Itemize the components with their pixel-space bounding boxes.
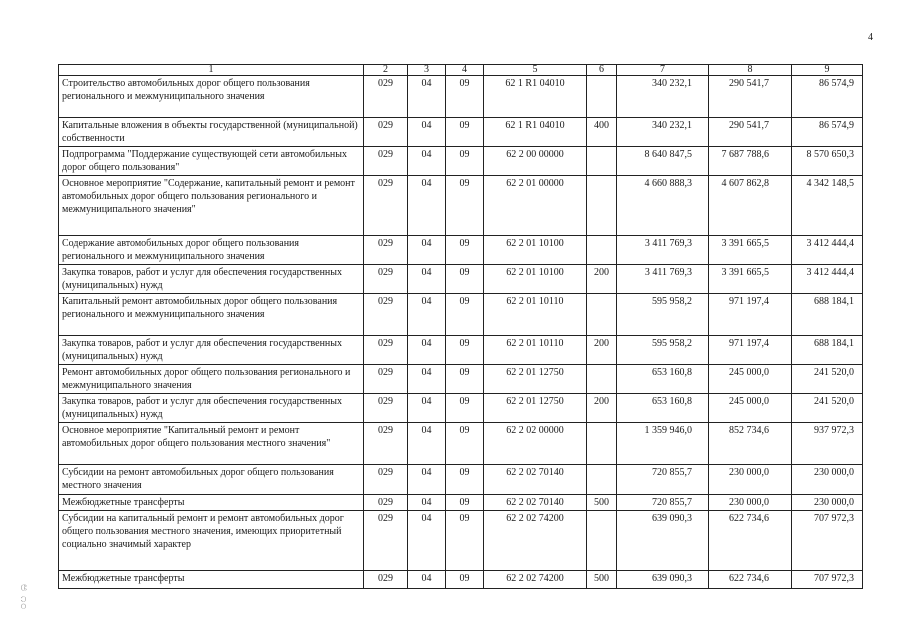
table-row bbox=[59, 465, 863, 495]
amount-year1-cell: 653 160,8 bbox=[617, 365, 709, 394]
amount-year2-cell: 230 000,0 bbox=[709, 465, 792, 495]
row-name-cell: Подпрограмма "Поддержание существующей сети автомобильных дорог общего пользования" bbox=[59, 147, 364, 176]
subsection-cell: 09 bbox=[446, 118, 484, 147]
expense-type-cell bbox=[587, 236, 617, 265]
amount-year2-cell: 3 391 665,5 bbox=[709, 236, 792, 265]
amount-year1-cell: 8 640 847,5 bbox=[617, 147, 709, 176]
amount-year3-cell: 688 184,1 bbox=[792, 336, 863, 365]
grbs-code-cell: 029 bbox=[364, 236, 408, 265]
grbs-code-cell: 029 bbox=[364, 294, 408, 336]
target-article-cell: 62 2 01 10100 bbox=[484, 236, 587, 265]
target-article-cell: 62 2 01 12750 bbox=[484, 365, 587, 394]
expense-type-cell bbox=[587, 423, 617, 465]
amount-year3-cell: 3 412 444,4 bbox=[792, 236, 863, 265]
amount-year3-cell: 4 342 148,5 bbox=[792, 176, 863, 236]
table-row bbox=[59, 294, 863, 336]
expense-type-cell: 200 bbox=[587, 336, 617, 365]
amount-year3-cell: 230 000,0 bbox=[792, 495, 863, 511]
row-name-cell: Субсидии на ремонт автомобильных дорог общего пользования местного значения bbox=[59, 465, 364, 495]
table-row bbox=[59, 118, 863, 147]
expense-type-cell bbox=[587, 147, 617, 176]
amount-year1-cell: 595 958,2 bbox=[617, 336, 709, 365]
table-row bbox=[59, 176, 863, 236]
section-cell: 04 bbox=[408, 465, 446, 495]
target-article-cell: 62 1 R1 04010 bbox=[484, 118, 587, 147]
expense-type-cell: 500 bbox=[587, 495, 617, 511]
target-article-cell: 62 2 01 00000 bbox=[484, 176, 587, 236]
amount-year1-cell: 340 232,1 bbox=[617, 76, 709, 118]
subsection-cell: 09 bbox=[446, 294, 484, 336]
amount-year3-cell: 688 184,1 bbox=[792, 294, 863, 336]
table-row bbox=[59, 365, 863, 394]
amount-year3-cell: 86 574,9 bbox=[792, 76, 863, 118]
section-cell: 04 bbox=[408, 176, 446, 236]
table-row bbox=[59, 147, 863, 176]
amount-year1-cell: 639 090,3 bbox=[617, 511, 709, 571]
target-article-cell: 62 2 01 12750 bbox=[484, 394, 587, 423]
header-cell: 4 bbox=[446, 65, 484, 76]
amount-year2-cell: 622 734,6 bbox=[709, 571, 792, 589]
amount-year3-cell: 230 000,0 bbox=[792, 465, 863, 495]
row-name-cell: Межбюджетные трансферты bbox=[59, 571, 364, 589]
amount-year1-cell: 720 855,7 bbox=[617, 465, 709, 495]
table-row bbox=[59, 394, 863, 423]
margin-stamp-mark: ಅ ೧೦ bbox=[18, 584, 30, 611]
grbs-code-cell: 029 bbox=[364, 465, 408, 495]
row-name-cell: Капитальные вложения в объекты государственной (муниципальной) собственности bbox=[59, 118, 364, 147]
target-article-cell: 62 2 02 00000 bbox=[484, 423, 587, 465]
amount-year2-cell: 245 000,0 bbox=[709, 365, 792, 394]
section-cell: 04 bbox=[408, 147, 446, 176]
section-cell: 04 bbox=[408, 495, 446, 511]
header-cell: 9 bbox=[792, 65, 863, 76]
section-cell: 04 bbox=[408, 511, 446, 571]
row-name-cell: Субсидии на капитальный ремонт и ремонт автомобильных дорог общего пользования местного значения, имеющих приоритетный социально значимый характер bbox=[59, 511, 364, 571]
amount-year3-cell: 241 520,0 bbox=[792, 365, 863, 394]
amount-year2-cell: 245 000,0 bbox=[709, 394, 792, 423]
amount-year1-cell: 3 411 769,3 bbox=[617, 236, 709, 265]
amount-year3-cell: 241 520,0 bbox=[792, 394, 863, 423]
table-row bbox=[59, 76, 863, 118]
amount-year2-cell: 290 541,7 bbox=[709, 76, 792, 118]
amount-year1-cell: 639 090,3 bbox=[617, 571, 709, 589]
row-name-cell: Содержание автомобильных дорог общего пользования регионального и межмуниципального значения bbox=[59, 236, 364, 265]
section-cell: 04 bbox=[408, 365, 446, 394]
section-cell: 04 bbox=[408, 394, 446, 423]
header-cell: 8 bbox=[709, 65, 792, 76]
amount-year2-cell: 4 607 862,8 bbox=[709, 176, 792, 236]
subsection-cell: 09 bbox=[446, 571, 484, 589]
amount-year3-cell: 3 412 444,4 bbox=[792, 265, 863, 294]
amount-year2-cell: 230 000,0 bbox=[709, 495, 792, 511]
grbs-code-cell: 029 bbox=[364, 423, 408, 465]
section-cell: 04 bbox=[408, 336, 446, 365]
row-name-cell: Строительство автомобильных дорог общего пользования регионального и межмуниципального значения bbox=[59, 76, 364, 118]
expense-type-cell: 400 bbox=[587, 118, 617, 147]
row-name-cell: Закупка товаров, работ и услуг для обеспечения государственных (муниципальных) нужд bbox=[59, 336, 364, 365]
amount-year3-cell: 86 574,9 bbox=[792, 118, 863, 147]
expense-type-cell: 500 bbox=[587, 571, 617, 589]
table-row bbox=[59, 423, 863, 465]
subsection-cell: 09 bbox=[446, 423, 484, 465]
amount-year1-cell: 4 660 888,3 bbox=[617, 176, 709, 236]
header-cell: 5 bbox=[484, 65, 587, 76]
section-cell: 04 bbox=[408, 294, 446, 336]
grbs-code-cell: 029 bbox=[364, 511, 408, 571]
target-article-cell: 62 2 02 74200 bbox=[484, 571, 587, 589]
subsection-cell: 09 bbox=[446, 336, 484, 365]
header-cell: 3 bbox=[408, 65, 446, 76]
table-row bbox=[59, 495, 863, 511]
section-cell: 04 bbox=[408, 236, 446, 265]
subsection-cell: 09 bbox=[446, 176, 484, 236]
subsection-cell: 09 bbox=[446, 265, 484, 294]
table-row bbox=[59, 511, 863, 571]
header-cell: 1 bbox=[59, 65, 364, 76]
target-article-cell: 62 1 R1 04010 bbox=[484, 76, 587, 118]
subsection-cell: 09 bbox=[446, 495, 484, 511]
target-article-cell: 62 2 01 10110 bbox=[484, 294, 587, 336]
table-row bbox=[59, 236, 863, 265]
row-name-cell: Межбюджетные трансферты bbox=[59, 495, 364, 511]
section-cell: 04 bbox=[408, 76, 446, 118]
amount-year2-cell: 290 541,7 bbox=[709, 118, 792, 147]
subsection-cell: 09 bbox=[446, 236, 484, 265]
table-row bbox=[59, 336, 863, 365]
expense-type-cell bbox=[587, 465, 617, 495]
grbs-code-cell: 029 bbox=[364, 265, 408, 294]
section-cell: 04 bbox=[408, 265, 446, 294]
expense-type-cell: 200 bbox=[587, 265, 617, 294]
grbs-code-cell: 029 bbox=[364, 118, 408, 147]
section-cell: 04 bbox=[408, 423, 446, 465]
amount-year2-cell: 971 197,4 bbox=[709, 336, 792, 365]
expense-type-cell bbox=[587, 365, 617, 394]
amount-year1-cell: 1 359 946,0 bbox=[617, 423, 709, 465]
grbs-code-cell: 029 bbox=[364, 495, 408, 511]
row-name-cell: Основное мероприятие "Содержание, капитальный ремонт и ремонт автомобильных дорог общего пользования регионального и межмуниципального значения" bbox=[59, 176, 364, 236]
row-name-cell: Основное мероприятие "Капитальный ремонт и ремонт автомобильных дорог общего пользования местного значения" bbox=[59, 423, 364, 465]
target-article-cell: 62 2 01 10100 bbox=[484, 265, 587, 294]
header-cell: 6 bbox=[587, 65, 617, 76]
expense-type-cell bbox=[587, 511, 617, 571]
expense-type-cell: 200 bbox=[587, 394, 617, 423]
target-article-cell: 62 2 02 74200 bbox=[484, 511, 587, 571]
grbs-code-cell: 029 bbox=[364, 336, 408, 365]
grbs-code-cell: 029 bbox=[364, 571, 408, 589]
row-name-cell: Ремонт автомобильных дорог общего пользования регионального и межмуниципального значения bbox=[59, 365, 364, 394]
amount-year2-cell: 852 734,6 bbox=[709, 423, 792, 465]
section-cell: 04 bbox=[408, 571, 446, 589]
amount-year3-cell: 707 972,3 bbox=[792, 571, 863, 589]
target-article-cell: 62 2 02 70140 bbox=[484, 465, 587, 495]
amount-year2-cell: 971 197,4 bbox=[709, 294, 792, 336]
section-cell: 04 bbox=[408, 118, 446, 147]
amount-year3-cell: 937 972,3 bbox=[792, 423, 863, 465]
amount-year1-cell: 340 232,1 bbox=[617, 118, 709, 147]
grbs-code-cell: 029 bbox=[364, 147, 408, 176]
amount-year3-cell: 707 972,3 bbox=[792, 511, 863, 571]
header-cell: 2 bbox=[364, 65, 408, 76]
target-article-cell: 62 2 01 10110 bbox=[484, 336, 587, 365]
amount-year1-cell: 720 855,7 bbox=[617, 495, 709, 511]
subsection-cell: 09 bbox=[446, 394, 484, 423]
amount-year1-cell: 3 411 769,3 bbox=[617, 265, 709, 294]
amount-year2-cell: 3 391 665,5 bbox=[709, 265, 792, 294]
table-body bbox=[59, 76, 863, 589]
subsection-cell: 09 bbox=[446, 465, 484, 495]
page-number: 4 bbox=[868, 32, 873, 43]
amount-year3-cell: 8 570 650,3 bbox=[792, 147, 863, 176]
header-cell: 7 bbox=[617, 65, 709, 76]
amount-year2-cell: 7 687 788,6 bbox=[709, 147, 792, 176]
amount-year2-cell: 622 734,6 bbox=[709, 511, 792, 571]
grbs-code-cell: 029 bbox=[364, 365, 408, 394]
row-name-cell: Закупка товаров, работ и услуг для обеспечения государственных (муниципальных) нужд bbox=[59, 394, 364, 423]
grbs-code-cell: 029 bbox=[364, 176, 408, 236]
amount-year1-cell: 595 958,2 bbox=[617, 294, 709, 336]
target-article-cell: 62 2 00 00000 bbox=[484, 147, 587, 176]
subsection-cell: 09 bbox=[446, 76, 484, 118]
amount-year1-cell: 653 160,8 bbox=[617, 394, 709, 423]
table-row bbox=[59, 265, 863, 294]
subsection-cell: 09 bbox=[446, 511, 484, 571]
expense-type-cell bbox=[587, 76, 617, 118]
expense-type-cell bbox=[587, 294, 617, 336]
expense-type-cell bbox=[587, 176, 617, 236]
grbs-code-cell: 029 bbox=[364, 394, 408, 423]
budget-table bbox=[58, 64, 863, 589]
row-name-cell: Закупка товаров, работ и услуг для обеспечения государственных (муниципальных) нужд bbox=[59, 265, 364, 294]
target-article-cell: 62 2 02 70140 bbox=[484, 495, 587, 511]
subsection-cell: 09 bbox=[446, 147, 484, 176]
row-name-cell: Капитальный ремонт автомобильных дорог общего пользования регионального и межмуниципального значения bbox=[59, 294, 364, 336]
table-header-row bbox=[59, 65, 863, 76]
subsection-cell: 09 bbox=[446, 365, 484, 394]
table-row bbox=[59, 571, 863, 589]
grbs-code-cell: 029 bbox=[364, 76, 408, 118]
